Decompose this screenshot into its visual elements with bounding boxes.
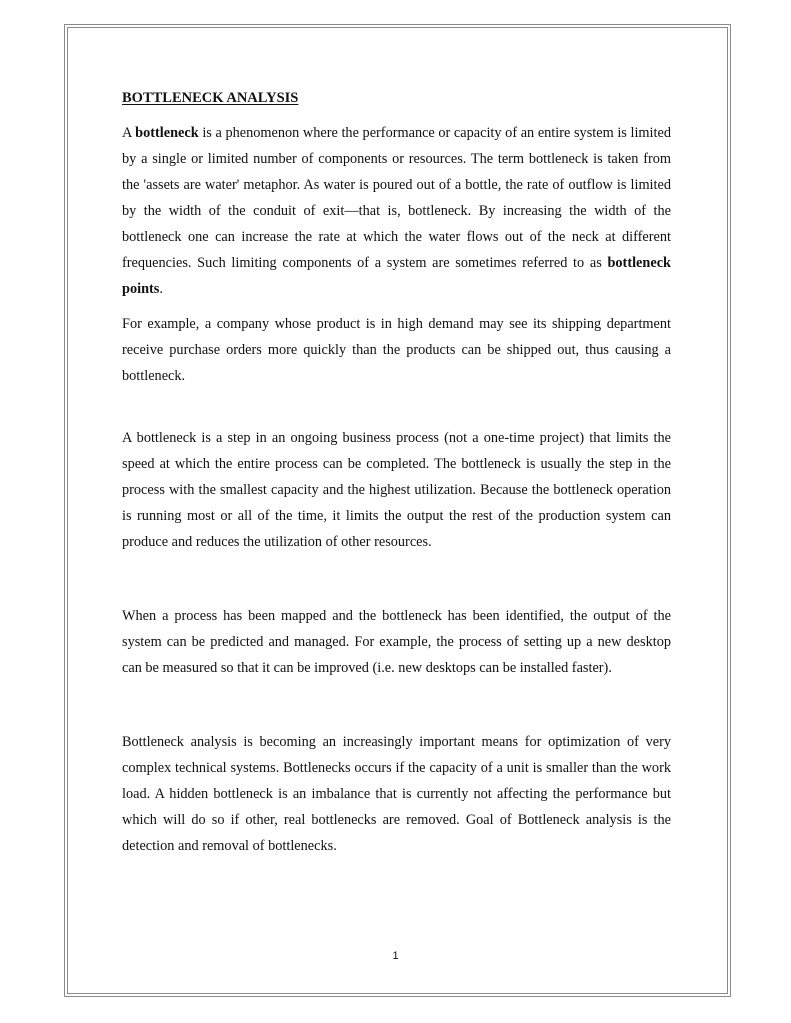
p1-text-c: is a phenomenon where the performance or capacity of an entire system is limited by a single or limited number of components or resources. The term bottleneck is taken from the 'assets are water' metaphor. As water is poured out of a bottle, the rate of outflow is limited by the width of the conduit of exit—that is, bottleneck. By increasing the width of the bottleneck one can increase the rate at which the water flows out of the neck at different frequencies. Such limiting components of a system are sometimes referred to as <box>122 125 671 271</box>
paragraph-process-step: A bottleneck is a step in an ongoing business process (not a one-time project) that limits the speed at which the entire process can be completed. The bottleneck is usually the step in the process with the smallest capacity and the highest utilization. Because the bottleneck operation is running most or all of the time, it limits the output the rest of the production system can produce and reduces the utilization of other resources. <box>122 430 671 550</box>
paragraph-mapped-process: When a process has been mapped and the bottleneck has been identified, the output of the system can be predicted and managed. For example, the process of setting up a new desktop can be measured so that it can be improved (i.e. new desktops can be installed faster). <box>122 608 671 676</box>
term-bottleneck: bottleneck <box>135 125 199 141</box>
paragraph-definition <box>122 120 671 302</box>
p1-text-e: . <box>159 281 163 297</box>
p1-text-a: A <box>122 125 136 141</box>
paragraph-analysis: Bottleneck analysis is becoming an increasingly important means for optimization of very complex technical systems. Bottlenecks occurs if the capacity of a unit is smaller than the work load. A hidden bottleneck is an imbalance that is currently not affecting the performance but which will do so if other, real bottlenecks are removed. Goal of Bottleneck analysis is the detection and removal of bottlenecks. <box>122 734 671 854</box>
document-title: BOTTLENECK ANALYSIS <box>122 90 299 106</box>
document-body <box>122 80 671 859</box>
term-bottleneck-points: bottleneck points <box>122 255 671 297</box>
page-number: 1 <box>392 950 399 962</box>
paragraph-example: For example, a company whose product is in high demand may see its shipping department receive purchase orders more quickly than the products can be shipped out, thus causing a bottleneck. <box>122 316 671 384</box>
